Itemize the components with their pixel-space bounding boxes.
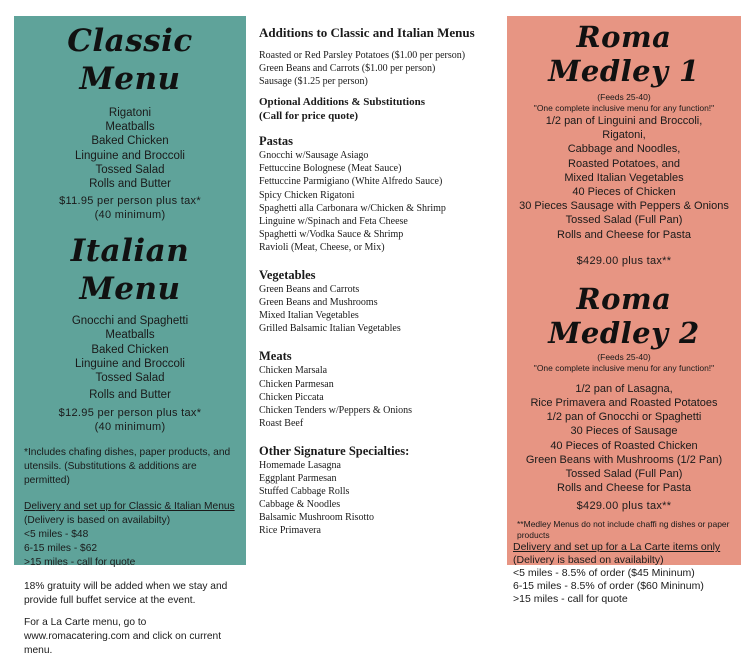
includes-note: *Includes chafing dishes, paper products, and utensils. (Substitutions & additions are permitted) [24, 447, 231, 487]
list-item: Fettuccine Bolognese (Meat Sauce) [259, 163, 402, 175]
medley-2-feeds: (Feeds 25-40) [597, 351, 651, 362]
list-item: Roasted or Red Parsley Potatoes ($1.00 per person) [259, 50, 466, 61]
list-item: 1/2 pan of Gnocchi or Spaghetti [546, 411, 702, 424]
list-item: Sausage ($1.25 per person) [259, 76, 368, 88]
optional-additions-title: Optional Additions & Substitutions [259, 96, 425, 109]
delivery-title: Delivery and set up for Classic & Italian Menus [24, 501, 235, 513]
vegetables-title: Vegetables [259, 268, 316, 283]
list-item: Rigatoni, [602, 129, 646, 142]
list-item: Chicken Marsala [259, 365, 328, 377]
list-item: Spaghetti w/Vodka Sauce & Shrimp [259, 228, 404, 240]
list-item: Cabbage & Noodles [259, 499, 341, 511]
vegetables-list [259, 283, 491, 335]
medley-1-items [513, 114, 735, 242]
list-item: Balsamic Mushroom Risotto [259, 512, 374, 524]
list-item: Spaghetti alla Carbonara w/Chicken & Shrimp [259, 202, 446, 214]
list-item: 30 Pieces Sausage with Peppers & Onions [519, 200, 729, 213]
list-item: Roasted Potatoes, and [568, 157, 680, 170]
delivery-rate: 6-15 miles - 8.5% of order ($60 Mininum) [513, 580, 704, 593]
list-item: Rolls and Butter [89, 389, 171, 402]
italian-menu-items [24, 314, 236, 402]
gratuity-note: 18% gratuity will be added when we stay and provide full buffet service at the event. [24, 581, 228, 607]
list-item: Chicken Parmesan [259, 378, 334, 390]
medley-1-title: Roma Medley 1 [548, 20, 700, 88]
italian-menu-title: Italian Menu [70, 233, 190, 308]
a-la-carte-note: For a La Carte menu, go to www.romacatering.com and click on current menu. [24, 617, 222, 657]
list-item: Meatballs [105, 121, 155, 134]
roma-medley-panel [507, 16, 741, 606]
classic-menu-price: $11.95 per person plus tax* [59, 195, 201, 208]
specialties-title: Other Signature Specialties: [259, 443, 410, 458]
list-item: Rice Primavera and Roasted Potatoes [530, 397, 718, 410]
list-item: Rice Primavera [259, 525, 321, 537]
delivery-rate: <5 miles - 8.5% of order ($45 Mininum) [513, 567, 695, 580]
additions-panel [255, 16, 495, 565]
list-item: Rolls and Butter [89, 178, 171, 191]
medley-1-price: $429.00 plus tax** [576, 254, 672, 267]
pastas-title: Pastas [259, 134, 294, 149]
list-item: Baked Chicken [91, 343, 169, 356]
list-item: Grilled Balsamic Italian Vegetables [259, 323, 401, 335]
list-item: Cabbage and Noodles, [567, 143, 681, 156]
list-item: Green Beans and Mushrooms [259, 297, 378, 309]
specialties-list [259, 459, 491, 538]
list-item: Meatballs [105, 329, 155, 342]
list-item: Mixed Italian Vegetables [564, 171, 684, 184]
list-item: Rigatoni [108, 107, 152, 119]
list-item: Fettuccine Parmigiano (White Alfredo Sauce) [259, 176, 443, 188]
medley-1-feeds: (Feeds 25-40) [597, 92, 651, 102]
list-item: Baked Chicken [91, 135, 169, 148]
delivery-note: (Delivery is based on availabilty) [513, 554, 664, 567]
delivery-info [513, 541, 735, 606]
list-item: Stuffed Cabbage Rolls [259, 486, 350, 498]
list-item: 40 Pieces of Chicken [572, 186, 676, 199]
list-item: Green Beans with Mushrooms (1/2 Pan) [525, 453, 723, 466]
classic-menu-title: Classic Menu [67, 23, 193, 97]
list-item: Linguine and Broccoli [75, 149, 185, 162]
pastas-list [259, 149, 491, 254]
italian-menu-price: $12.95 per person plus tax* [58, 407, 202, 420]
list-item: Gnocchi w/Sausage Asiago [259, 150, 369, 162]
list-item: Rolls and Cheese for Pasta [557, 228, 691, 241]
medley-2-items [513, 382, 735, 496]
delivery-rate: >15 miles - call for quote [513, 593, 628, 606]
list-item: Rolls and Cheese for Pasta [557, 482, 691, 495]
medley-2-price: $429.00 plus tax** [576, 500, 672, 513]
medley-1-tagline: "One complete inclusive menu for any function!" [533, 103, 715, 113]
medley-2-tagline: "One complete inclusive menu for any function!" [533, 362, 715, 373]
delivery-title: Delivery and set up for a La Carte items only [513, 541, 721, 554]
list-item: 30 Pieces of Sausage [570, 425, 678, 438]
list-item: Tossed Salad [95, 372, 165, 385]
list-item: Gnocchi and Spaghetti [71, 315, 189, 328]
list-item: Tossed Salad (Full Pan) [565, 214, 683, 227]
meats-title: Meats [259, 349, 292, 364]
list-item: Green Beans and Carrots [259, 284, 360, 296]
list-item: Homemade Lasagna [259, 459, 341, 471]
list-item: Chicken Piccata [259, 391, 324, 403]
additions-list [259, 49, 491, 88]
list-item: 1/2 pan of Linguini and Broccoli, [545, 115, 703, 127]
list-item: Green Beans and Carrots ($1.00 per person) [259, 63, 436, 75]
list-item: Chicken Tenders w/Peppers & Onions [259, 404, 412, 416]
list-item: Tossed Salad [95, 163, 165, 176]
list-item: Mixed Italian Vegetables [259, 310, 359, 322]
classic-italian-panel [14, 16, 246, 657]
classic-menu-minimum: (40 minimum) [94, 209, 166, 222]
delivery-rate: <5 miles - $48 [24, 529, 89, 541]
list-item: 1/2 pan of Lasagna, [575, 382, 673, 395]
list-item: Spicy Chicken Rigatoni [259, 189, 355, 201]
delivery-note: (Delivery is based on availabilty) [24, 515, 171, 527]
list-item: Linguine and Broccoli [75, 357, 185, 370]
medley-2-title: Roma Medley 2 [548, 281, 700, 350]
list-item: Roast Beef [259, 417, 304, 429]
medley-note: **Medley Menus do not include chaffi ng dishes or paper products [517, 519, 730, 541]
list-item: Linguine w/Spinach and Feta Cheese [259, 215, 408, 227]
delivery-info [24, 500, 236, 528]
list-item: Tossed Salad (Full Pan) [565, 468, 683, 481]
list-item: Ravioli (Meat, Cheese, or Mix) [259, 241, 385, 253]
delivery-rate: >15 miles - call for quote [24, 557, 136, 569]
delivery-rate: 6-15 miles - $62 [24, 543, 98, 555]
meats-list [259, 364, 491, 429]
additions-title: Additions to Classic and Italian Menus [259, 25, 475, 40]
list-item: 40 Pieces of Roasted Chicken [550, 439, 698, 452]
classic-menu-items [24, 106, 236, 191]
optional-additions-subtitle: (Call for price quote) [259, 109, 359, 122]
list-item: Eggplant Parmesan [259, 472, 337, 484]
italian-menu-minimum: (40 minimum) [94, 421, 166, 434]
